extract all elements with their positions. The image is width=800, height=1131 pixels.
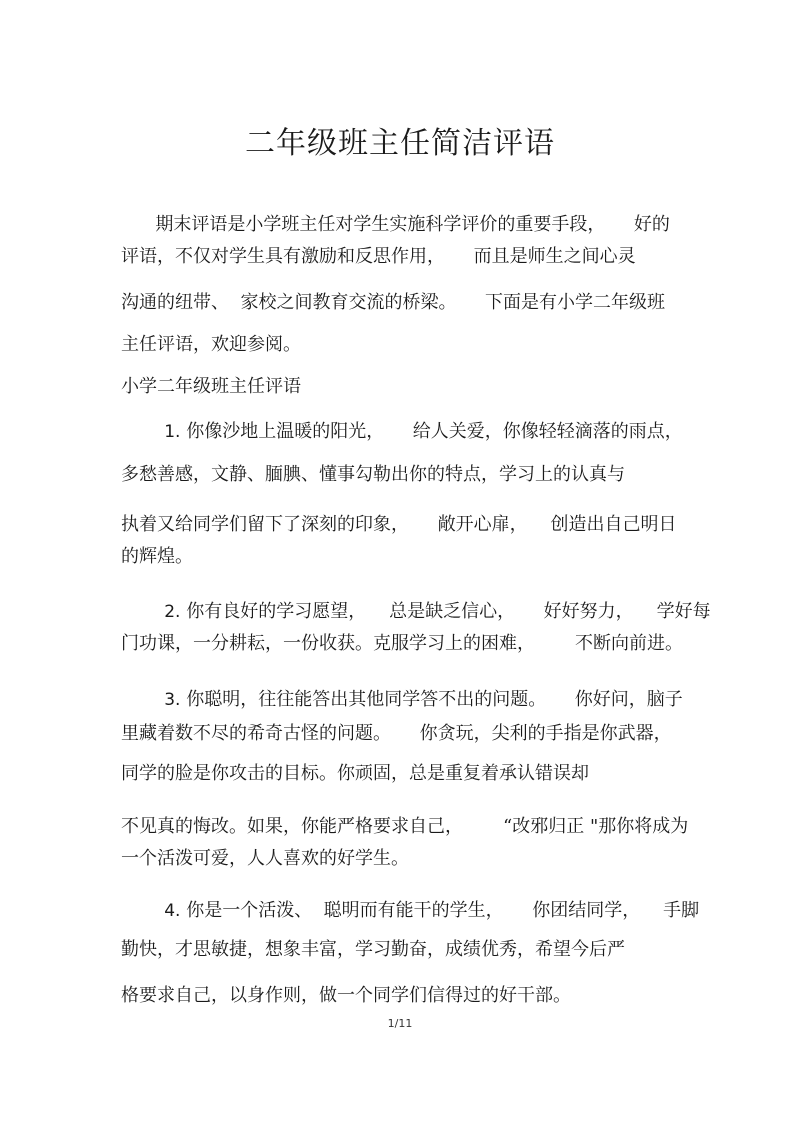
comment-item-3-line-5: 一个活泼可爱，人人喜欢的好学生。 <box>121 848 409 869</box>
comment-item-2-line-2: 门功课，一分耕耘，一份收获。克服学习上的困难， 不断向前进。 <box>121 633 684 654</box>
intro-line-3: 沟通的纽带、 家校之间教育交流的桥梁。 下面是有小学二年级班 <box>121 292 666 313</box>
comment-item-2-text-1: 你有良好的学习愿望， 总是缺乏信心， 好好努力， 学好每 <box>180 601 711 622</box>
comment-item-2-line-1 <box>121 600 711 624</box>
comment-item-3-line-3: 同学的脸是你攻击的目标。你顽固，总是重复着承认错误却 <box>121 763 589 784</box>
comment-item-3-line-4: 不见真的悔改。如果，你能严格要求自己， “改邪归正 "那你将成为 <box>121 816 689 837</box>
comment-item-1-number: 1. <box>164 422 181 442</box>
intro-line-2: 评语，不仅对学生具有激励和反思作用， 而且是师生之间心灵 <box>121 246 636 267</box>
comment-item-3-line-2: 里藏着数不尽的希奇古怪的问题。 你贪玩，尖利的手指是你武器， <box>121 723 672 744</box>
comment-item-4-line-1 <box>121 899 699 923</box>
page-number: 1/11 <box>387 1017 413 1030</box>
comment-item-1-line-2: 多愁善感，文静、腼腆、懂事勾勒出你的特点，学习上的认真与 <box>121 464 625 485</box>
page-title: 二年级班主任简洁评语 <box>245 126 555 161</box>
intro-line-4: 主任评语，欢迎参阅。 <box>121 334 301 355</box>
comment-item-1-line-4: 的辉煌。 <box>121 546 193 567</box>
comment-item-2-number: 2. <box>164 602 181 622</box>
comment-item-1-line-3: 执着又给同学们留下了深刻的印象， 敞开心扉， 创造出自己明日 <box>121 514 677 535</box>
comment-item-4-line-3: 格要求自己，以身作则，做一个同学们信得过的好干部。 <box>121 985 571 1006</box>
comment-item-1-line-1 <box>121 420 683 444</box>
section-heading: 小学二年级班主任评语 <box>121 376 301 397</box>
intro-line-1: 期末评语是小学班主任对学生实施科学评价的重要手段， 好的 <box>121 214 670 235</box>
comment-item-4-line-2: 勤快，才思敏捷，想象丰富，学习勤奋，成绩优秀，希望今后严 <box>121 939 625 960</box>
comment-item-3-text-1: 你聪明，往往能答出其他同学答不出的问题。 你好问，脑子 <box>180 689 683 710</box>
comment-item-3-number: 3. <box>164 690 181 710</box>
comment-item-4-number: 4. <box>164 901 181 921</box>
comment-item-4-text-1: 你是一个活泼、 聪明而有能干的学生， 你团结同学， 手脚 <box>180 900 700 921</box>
comment-item-1-text-1: 你像沙地上温暖的阳光， 给人关爱，你像轻轻滴落的雨点， <box>180 421 683 442</box>
comment-item-3-line-1 <box>121 688 683 712</box>
